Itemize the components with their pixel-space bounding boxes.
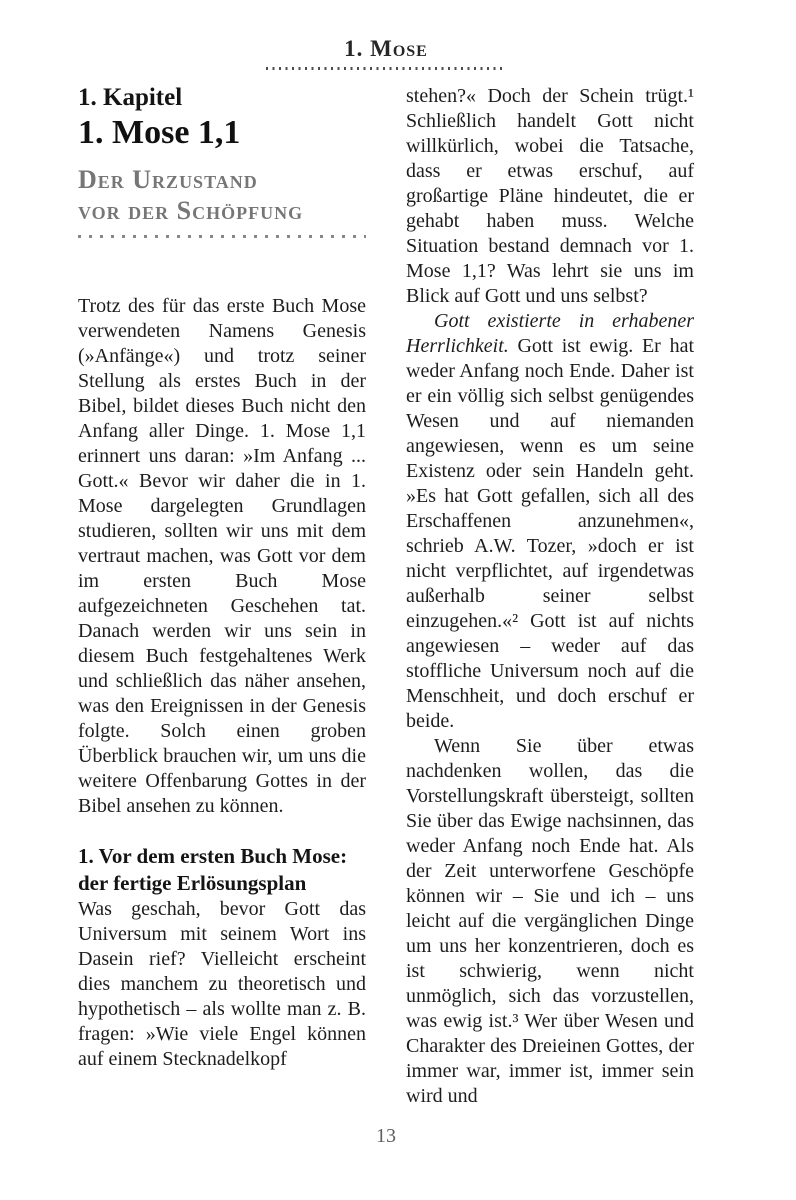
god-existed-paragraph: Gott existierte in erhabener Herrlichkeit. Gott ist ewig. Er hat weder Anfang noch Ende. Daher ist er ein völlig sich selbst genügendes Wesen und auf niemanden angewiesen, wenn es um seine Existenz oder sein Handeln geht. »Es hat Gott gefallen, sich all des Erschaffenen anzunehmen«, schrieb A.W. Tozer, »doch er ist nicht verpflichtet, auf irgendetwas außerhalb seiner selbst einzugehen.«² Gott ist auf nichts angewiesen – weder auf das stoffliche Universum noch auf die Menschheit, und doch erschuf er beide. — [406, 310, 694, 732]
continuation-paragraph: stehen?« Doch der Schein trügt.¹ Schließlich handelt Gott nicht willkürlich, wobei die Tatsache, dass er etwas erschuf, auf großartige Pläne hindeutet, die er gehabt haben muss. Welche Situation bestand demnach vor 1. Mose 1,1? Was lehrt sie uns im Blick auf Gott und uns selbst? — [406, 85, 694, 307]
right-column — [406, 84, 694, 1109]
intro-paragraph: Trotz des für das erste Buch Mose verwendeten Namens Genesis (»Anfänge«) und trotz seiner Stellung als erstes Buch in der Bibel, bildet dieses Buch nicht den Anfang aller Dinge. 1. Mose 1,1 erinnert uns daran: »Im Anfang ... Gott.« Bevor wir daher die in 1. Mose dargelegten Grundlagen studieren, sollten wir uns mit dem vertraut machen, was Gott vor dem im ersten Buch Mose aufgezeichneten Geschehen tat. Danach werden wir uns sein in diesem Buch festgehaltenes Werk und schließlich das näher ansehen, was den Ereignissen in der Genesis folgte. Solch einen groben Überblick brauchen wir, um uns die weitere Offenbarung Gottes in der Bibel ansehen zu können. — [78, 295, 366, 817]
header-dotted-rule — [266, 67, 506, 70]
subtitle-line-2: vor der Schöpfung — [78, 196, 304, 225]
running-header-title: 1. Mose — [344, 36, 428, 61]
subtitle-dotted-rule — [78, 235, 366, 238]
section-heading — [78, 843, 366, 897]
page-header — [78, 36, 694, 70]
section-heading-line-1: 1. Vor dem ersten Buch Mose: — [78, 844, 348, 868]
section-paragraph: Was geschah, bevor Gott das Universum mit seinem Wort ins Dasein rief? Vielleicht erscheint dies manchem zu theoretisch und hypothetisch – als wollte man z. B. fragen: »Wie viele Engel können auf einem Stecknadelkopf — [78, 898, 366, 1070]
chapter-label: 1. Kapitel — [78, 84, 183, 111]
page-number: 13 — [376, 1125, 396, 1147]
section-heading-line-2: der fertige Erlösungsplan — [78, 871, 307, 895]
page-footer — [78, 1125, 694, 1148]
subtitle-line-1: Der Urzustand — [78, 165, 258, 194]
two-column-text-block — [78, 84, 694, 1109]
page-title: 1. Mose 1,1 — [78, 114, 241, 151]
eternity-paragraph: Wenn Sie über etwas nachdenken wollen, das die Vorstellungskraft übersteigt, sollten Sie über das Ewige nachsinnen, das weder Anfang noch Ende hat. Als der Zeit unterworfene Geschöpfe können wir – Sie und ich – uns leicht auf die vergänglichen Dinge um uns her konzentrieren, doch es ist schwierig, wenn nicht unmöglich, sich das vorzustellen, was ewig ist.³ Wer über Wesen und Charakter des Dreieinen Gottes, der immer war, immer ist, immer sein wird und — [406, 735, 694, 1107]
left-column — [78, 84, 366, 1109]
